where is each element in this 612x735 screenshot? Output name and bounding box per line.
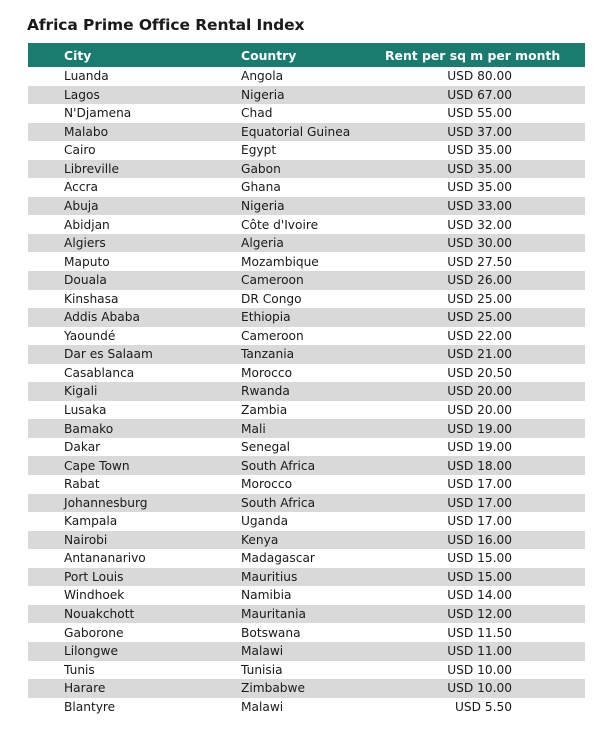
table-row — [28, 308, 585, 327]
cell-rent: USD 19.00 — [447, 440, 512, 455]
cell-rent: USD 32.00 — [447, 217, 512, 232]
cell-city: Addis Ababa — [64, 310, 140, 325]
table-row — [28, 642, 585, 661]
cell-city: Bamako — [64, 421, 114, 436]
cell-city: Cape Town — [64, 458, 130, 473]
cell-rent: USD 18.00 — [447, 458, 512, 473]
column-header-country: Country — [241, 47, 297, 63]
cell-city: Tunis — [64, 662, 95, 677]
cell-city: Port Louis — [64, 569, 124, 584]
cell-city: N'Djamena — [64, 106, 132, 121]
cell-city: Kampala — [64, 514, 118, 529]
cell-country: Rwanda — [241, 384, 290, 399]
cell-city: Lagos — [64, 87, 100, 102]
cell-city: Cairo — [64, 143, 96, 158]
cell-rent: USD 17.00 — [447, 477, 512, 492]
cell-rent: USD 19.00 — [447, 421, 512, 436]
cell-country: Zambia — [241, 403, 288, 418]
cell-rent: USD 21.00 — [447, 347, 512, 362]
cell-country: Namibia — [241, 588, 292, 603]
cell-rent: USD 67.00 — [447, 87, 512, 102]
cell-country: Kenya — [241, 532, 279, 547]
cell-country: Mozambique — [241, 254, 319, 269]
table-row — [28, 456, 585, 475]
table-row — [28, 67, 585, 86]
cell-country: Algeria — [241, 236, 284, 251]
cell-country: Madagascar — [241, 551, 315, 566]
table-row — [28, 475, 585, 494]
cell-rent: USD 15.00 — [447, 551, 512, 566]
cell-city: Gaborone — [64, 625, 124, 640]
cell-country: Cameroon — [241, 273, 304, 288]
cell-rent: USD 35.00 — [447, 161, 512, 176]
cell-rent: USD 17.00 — [447, 495, 512, 510]
cell-country: Senegal — [241, 440, 291, 455]
cell-country: Equatorial Guinea — [241, 124, 351, 139]
cell-country: Malawi — [241, 699, 284, 714]
cell-city: Antananarivo — [64, 551, 146, 566]
table-row — [28, 178, 585, 197]
cell-country: Morocco — [241, 477, 293, 492]
cell-country: Mali — [241, 421, 266, 436]
cell-rent: USD 25.00 — [447, 291, 512, 306]
table-row — [28, 345, 585, 364]
table-row — [28, 419, 585, 438]
page-title: Africa Prime Office Rental Index — [27, 16, 305, 34]
table-row — [28, 568, 585, 587]
cell-city: Harare — [64, 681, 106, 696]
cell-rent: USD 35.00 — [447, 143, 512, 158]
table-row — [28, 234, 585, 253]
cell-city: Algiers — [64, 236, 106, 251]
cell-city: Lilongwe — [64, 644, 118, 659]
cell-rent: USD 10.00 — [447, 662, 512, 677]
cell-country: Gabon — [241, 161, 281, 176]
cell-city: Accra — [64, 180, 99, 195]
cell-rent: USD 80.00 — [447, 69, 512, 84]
cell-rent: USD 5.50 — [454, 699, 512, 714]
table-row — [28, 252, 585, 271]
cell-rent: USD 20.00 — [447, 384, 512, 399]
cell-city: Kinshasa — [64, 291, 119, 306]
table-row — [28, 160, 585, 179]
cell-country: South Africa — [241, 495, 316, 510]
cell-city: Blantyre — [64, 699, 116, 714]
cell-rent: USD 26.00 — [447, 273, 512, 288]
cell-country: Angola — [241, 69, 284, 84]
cell-city: Windhoek — [64, 588, 125, 603]
cell-city: Nairobi — [64, 532, 108, 547]
table-row — [28, 698, 585, 717]
table-row — [28, 364, 585, 383]
table-row — [28, 104, 585, 123]
cell-country: Cameroon — [241, 328, 304, 343]
table-row — [28, 86, 585, 105]
cell-rent: USD 17.00 — [447, 514, 512, 529]
cell-country: Malawi — [241, 644, 284, 659]
table-row — [28, 290, 585, 309]
cell-country: Morocco — [241, 365, 293, 380]
cell-rent: USD 20.00 — [447, 403, 512, 418]
cell-city: Abuja — [64, 199, 99, 213]
table-row — [28, 401, 585, 420]
cell-country: Ghana — [241, 180, 281, 195]
cell-rent: USD 15.00 — [447, 569, 512, 584]
rental-index-table — [28, 43, 585, 716]
cell-city: Luanda — [64, 69, 109, 84]
cell-rent: USD 55.00 — [447, 106, 512, 121]
table-row — [28, 141, 585, 160]
cell-city: Dakar — [64, 440, 101, 455]
cell-city: Lusaka — [64, 403, 107, 418]
cell-country: Botswana — [241, 625, 301, 640]
cell-country: Tanzania — [241, 347, 295, 362]
cell-country: Côte d'Ivoire — [241, 217, 319, 232]
table-row — [28, 494, 585, 513]
cell-rent: USD 10.00 — [447, 681, 512, 696]
table-row — [28, 123, 585, 142]
cell-rent: USD 16.00 — [447, 532, 512, 547]
cell-city: Dar es Salaam — [64, 347, 153, 362]
cell-country: Nigeria — [241, 199, 285, 213]
cell-rent: USD 14.00 — [447, 588, 512, 603]
table-row — [28, 605, 585, 624]
cell-rent: USD 12.00 — [447, 607, 512, 622]
table-row — [28, 215, 585, 234]
cell-rent: USD 27.50 — [447, 254, 512, 269]
cell-rent: USD 33.00 — [447, 199, 512, 213]
cell-country: Mauritania — [241, 607, 306, 622]
cell-rent: USD 11.00 — [447, 644, 512, 659]
cell-country: South Africa — [241, 458, 316, 473]
table-row — [28, 623, 585, 642]
cell-city: Casablanca — [64, 365, 135, 380]
cell-rent: USD 35.00 — [447, 180, 512, 195]
cell-city: Nouakchott — [64, 607, 135, 622]
cell-country: DR Congo — [241, 291, 302, 306]
cell-country: Chad — [241, 106, 273, 121]
table-row — [28, 382, 585, 401]
cell-city: Kigali — [64, 384, 98, 399]
cell-country: Ethiopia — [241, 310, 291, 325]
cell-city: Libreville — [64, 161, 120, 176]
cell-country: Nigeria — [241, 87, 285, 102]
cell-country: Egypt — [241, 143, 277, 158]
cell-country: Uganda — [241, 514, 289, 529]
cell-rent: USD 22.00 — [447, 328, 512, 343]
cell-rent: USD 11.50 — [447, 625, 512, 640]
cell-country: Tunisia — [241, 662, 283, 677]
cell-country: Mauritius — [241, 569, 298, 584]
cell-rent: USD 20.50 — [447, 365, 512, 380]
table-row — [28, 679, 585, 698]
cell-city: Douala — [64, 273, 107, 288]
table-row — [28, 586, 585, 605]
table-row — [28, 661, 585, 680]
cell-city: Maputo — [64, 254, 110, 269]
table-row — [28, 197, 585, 216]
cell-country: Zimbabwe — [241, 681, 306, 696]
cell-city: Johannesburg — [64, 495, 148, 510]
cell-rent: USD 37.00 — [447, 124, 512, 139]
cell-rent: USD 25.00 — [447, 310, 512, 325]
table-row — [28, 438, 585, 457]
table-row — [28, 512, 585, 531]
cell-rent: USD 30.00 — [447, 236, 512, 251]
cell-city: Yaoundé — [64, 328, 116, 343]
column-header-rent: Rent per sq m per month — [385, 47, 561, 63]
table-row — [28, 531, 585, 550]
table-row — [28, 549, 585, 568]
cell-city: Abidjan — [64, 217, 110, 232]
table-row — [28, 271, 585, 290]
table-row — [28, 327, 585, 346]
table-header-row — [28, 43, 585, 67]
cell-city: Malabo — [64, 124, 109, 139]
cell-city: Rabat — [64, 477, 100, 492]
table-body — [28, 67, 585, 716]
column-header-city: City — [64, 47, 92, 63]
